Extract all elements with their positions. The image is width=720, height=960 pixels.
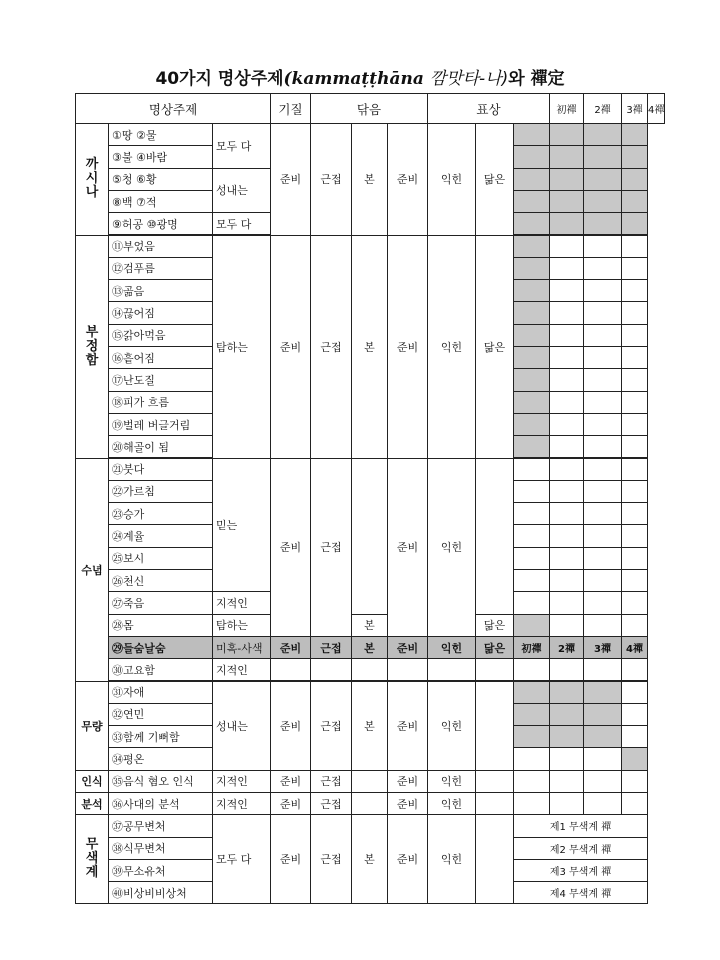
subject-9: ⑭끊어짐 — [108, 301, 213, 324]
stage-prep: 준비 — [270, 770, 311, 793]
jhana-cell — [583, 368, 622, 391]
jhana-cell — [621, 391, 648, 414]
jhana-cell — [549, 792, 584, 815]
foulness-stage-access: 근접 — [310, 235, 352, 459]
jhana-cell — [513, 747, 550, 770]
kasina-stage-prep: 준비 — [387, 123, 428, 236]
subject-35: ㊵비상비비상처 — [108, 881, 213, 904]
temperament-deluded: 미혹-사색 — [212, 636, 271, 659]
breath-stage-counterpart: 닮은 — [475, 636, 514, 659]
breath-jhana: 初禪 — [513, 636, 550, 659]
formless-stage-learned: 익힌 — [427, 814, 476, 904]
temperament-intellect: 지적인 — [212, 591, 271, 614]
jhana-cell — [583, 747, 622, 770]
jhana-cell — [583, 502, 622, 525]
jhana-cell — [549, 145, 584, 168]
jhana-cell — [621, 123, 648, 146]
subject-34: ㊴무소유처 — [108, 859, 213, 882]
jhana-cell — [513, 123, 550, 146]
jhana-cell — [583, 391, 622, 414]
jhana-cell — [583, 725, 622, 748]
subject-21: ㉖천신 — [108, 569, 213, 592]
foulness-stage-counterpart: 닮은 — [475, 235, 514, 459]
subject-8: ⑬곪음 — [108, 279, 213, 302]
jhana-cell — [621, 703, 648, 726]
jhana-cell — [549, 279, 584, 302]
jhana-cell — [621, 413, 648, 436]
jhana-cell — [513, 480, 550, 503]
foulness-stage-learned: 익힌 — [427, 235, 476, 459]
jhana-cell — [583, 591, 622, 614]
recollection-access: 근접 — [310, 458, 352, 637]
jhana-cell — [621, 235, 648, 258]
subject-29: ㉞평온 — [108, 747, 213, 770]
kasina-stage-learned: 익힌 — [427, 123, 476, 236]
recollection-counterpart-empty — [475, 458, 514, 615]
temperament-hate: 성내는 — [212, 681, 271, 771]
jhana-cell — [583, 346, 622, 369]
jhana-cell — [583, 792, 622, 815]
jhana-cell — [583, 123, 622, 146]
jhana-cell — [621, 725, 648, 748]
jhana-cell — [549, 212, 584, 235]
subject-11: ⑯흩어짐 — [108, 346, 213, 369]
formless-stage-prep: 준비 — [387, 814, 428, 904]
temperament-hate: 성내는 — [212, 168, 271, 214]
stage-learned: 익힌 — [427, 792, 476, 815]
temperament-all: 모두 다 — [212, 123, 271, 169]
formless-stage-access: 근접 — [310, 814, 352, 904]
jhana-cell — [583, 703, 622, 726]
subject-13: ⑱피가 흐름 — [108, 391, 213, 414]
jhana-cell — [549, 747, 584, 770]
group-label-formless: 무 색 계 — [75, 814, 109, 904]
subject-24: ㉙들숨날숨 — [108, 636, 213, 659]
header-jhana: 初禪 — [549, 93, 584, 124]
jhana-cell — [549, 368, 584, 391]
formless-jhana-1: 제1 무색계 禪 — [513, 814, 648, 837]
calm-empty — [310, 658, 352, 681]
jhana-cell — [513, 279, 550, 302]
jhana-cell — [513, 190, 550, 213]
stage-empty — [475, 770, 514, 793]
temperament-greed: 탐하는 — [212, 235, 271, 459]
recollection-prep-sign: 준비 — [387, 458, 428, 637]
formless-stage-absorption: 본 — [351, 814, 388, 904]
jhana-cell — [583, 145, 622, 168]
subject-33: ㊳식무변처 — [108, 837, 213, 860]
stage-prep: 준비 — [387, 770, 428, 793]
temperament-intellect: 지적인 — [212, 770, 271, 793]
jhana-cell — [621, 569, 648, 592]
jhana-cell — [621, 658, 648, 681]
jhana-cell — [583, 212, 622, 235]
jhana-cell — [621, 435, 648, 458]
jhana-cell — [513, 725, 550, 748]
stage-empty — [351, 770, 388, 793]
jhana-cell — [549, 614, 584, 637]
jhana-cell — [583, 480, 622, 503]
jhana-cell — [621, 480, 648, 503]
jhana-cell — [621, 324, 648, 347]
temperament-all: 모두 다 — [212, 814, 271, 904]
subject-20: ㉕보시 — [108, 547, 213, 570]
stage-empty — [475, 792, 514, 815]
jhana-cell — [621, 770, 648, 793]
header-jhana: 4禪 — [647, 93, 665, 124]
jhana-cell — [513, 792, 550, 815]
subject-30: ㉟음식 혐오 인식 — [108, 770, 213, 793]
jhana-cell — [583, 279, 622, 302]
jhana-cell — [583, 413, 622, 436]
breath-jhana: 3禪 — [583, 636, 622, 659]
calm-empty — [427, 658, 476, 681]
recollection-prep: 준비 — [270, 458, 311, 637]
subject-22: ㉗죽음 — [108, 591, 213, 614]
header-cultivation: 닦음 — [310, 93, 428, 124]
calm-empty — [475, 658, 514, 681]
jhana-cell — [549, 547, 584, 570]
subject-10: ⑮갉아먹음 — [108, 324, 213, 347]
breath-jhana: 2禪 — [549, 636, 584, 659]
jhana-cell — [513, 458, 550, 481]
calm-empty — [270, 658, 311, 681]
jhana-cell — [621, 257, 648, 280]
jhana-cell — [513, 547, 550, 570]
immeasurable-stage-learned: 익힌 — [427, 681, 476, 771]
header-jhana: 2禪 — [583, 93, 622, 124]
breath-stage-prep: 준비 — [270, 636, 311, 659]
subject-19: ㉔계율 — [108, 524, 213, 547]
immeasurable-stage-absorption: 본 — [351, 681, 388, 771]
jhana-cell — [621, 591, 648, 614]
jhana-cell — [513, 301, 550, 324]
jhana-cell — [583, 681, 622, 704]
jhana-cell — [513, 658, 550, 681]
immeasurable-stage-prep: 준비 — [387, 681, 428, 771]
jhana-cell — [513, 681, 550, 704]
jhana-cell — [549, 703, 584, 726]
subject-18: ㉓승가 — [108, 502, 213, 525]
jhana-cell — [549, 681, 584, 704]
recollection-learned: 익힌 — [427, 458, 476, 637]
jhana-cell — [621, 279, 648, 302]
jhana-cell — [513, 235, 550, 258]
subject-5: ⑨허공 ⑩광명 — [108, 212, 213, 235]
jhana-cell — [621, 458, 648, 481]
subject-17: ㉒가르침 — [108, 480, 213, 503]
kasina-stage-counterpart: 닮은 — [475, 123, 514, 236]
subject-28: ㉝함께 기뻐함 — [108, 725, 213, 748]
recollection-absorption-empty — [351, 458, 388, 615]
header-subject: 명상주제 — [75, 93, 271, 124]
jhana-cell — [549, 235, 584, 258]
temperament-all: 모두 다 — [212, 212, 271, 235]
group-label-analysis: 분석 — [75, 792, 109, 815]
calm-empty — [387, 658, 428, 681]
stage-prep: 준비 — [387, 792, 428, 815]
jhana-cell — [621, 792, 648, 815]
jhana-cell — [549, 480, 584, 503]
jhana-cell — [621, 368, 648, 391]
jhana-cell — [621, 614, 648, 637]
jhana-cell — [583, 658, 622, 681]
jhana-cell — [513, 346, 550, 369]
subject-7: ⑫검푸름 — [108, 257, 213, 280]
subject-3: ⑤청 ⑥황 — [108, 168, 213, 191]
jhana-cell — [621, 212, 648, 235]
subject-1: ①땅 ②물 — [108, 123, 213, 146]
jhana-cell — [549, 502, 584, 525]
subject-25: ㉚고요함 — [108, 658, 213, 681]
jhana-cell — [621, 524, 648, 547]
breath-stage-absorption: 본 — [351, 636, 388, 659]
formless-stage-empty — [475, 814, 514, 904]
subject-27: ㉜연민 — [108, 703, 213, 726]
jhana-cell — [549, 770, 584, 793]
jhana-cell — [513, 168, 550, 191]
jhana-cell — [549, 190, 584, 213]
jhana-cell — [621, 747, 648, 770]
jhana-cell — [583, 435, 622, 458]
calm-empty — [351, 658, 388, 681]
group-label-foulness: 부 정 함 — [75, 235, 109, 459]
breath-stage-prep: 준비 — [387, 636, 428, 659]
breath-stage-access: 근접 — [310, 636, 352, 659]
jhana-cell — [583, 168, 622, 191]
stage-empty — [351, 792, 388, 815]
subject-31: ㊱사대의 분석 — [108, 792, 213, 815]
stage-access: 근접 — [310, 792, 352, 815]
jhana-cell — [583, 547, 622, 570]
jhana-cell — [583, 301, 622, 324]
jhana-cell — [583, 569, 622, 592]
subject-6: ⑪부었음 — [108, 235, 213, 258]
jhana-cell — [513, 324, 550, 347]
subject-14: ⑲벌레 버글거림 — [108, 413, 213, 436]
temperament-faith: 믿는 — [212, 458, 271, 593]
temperament-greed: 탐하는 — [212, 614, 271, 637]
jhana-cell — [513, 591, 550, 614]
immeasurable-stage-prep: 준비 — [270, 681, 311, 771]
body-absorption: 본 — [351, 614, 388, 637]
meditation-subjects-table — [75, 93, 665, 902]
group-label-recollection: 수념 — [75, 458, 109, 682]
kasina-stage-prep: 준비 — [270, 123, 311, 236]
subject-32: ㊲공무변처 — [108, 814, 213, 837]
jhana-cell — [583, 190, 622, 213]
formless-stage-prep: 준비 — [270, 814, 311, 904]
jhana-cell — [583, 324, 622, 347]
foulness-stage-absorption: 본 — [351, 235, 388, 459]
subject-23: ㉘몸 — [108, 614, 213, 637]
stage-learned: 익힌 — [427, 770, 476, 793]
subject-2: ③불 ④바람 — [108, 145, 213, 168]
formless-jhana-4: 제4 무색계 禪 — [513, 881, 648, 904]
temperament-intellect: 지적인 — [212, 658, 271, 681]
jhana-cell — [583, 235, 622, 258]
jhana-cell — [549, 346, 584, 369]
jhana-cell — [549, 725, 584, 748]
jhana-cell — [549, 458, 584, 481]
temperament-intellect: 지적인 — [212, 792, 271, 815]
foulness-stage-prep: 준비 — [387, 235, 428, 459]
jhana-cell — [583, 524, 622, 547]
jhana-cell — [549, 569, 584, 592]
jhana-cell — [513, 569, 550, 592]
subject-4: ⑧백 ⑦적 — [108, 190, 213, 213]
jhana-cell — [513, 212, 550, 235]
subject-12: ⑰난도질 — [108, 368, 213, 391]
jhana-cell — [513, 368, 550, 391]
jhana-cell — [549, 123, 584, 146]
jhana-cell — [549, 324, 584, 347]
jhana-cell — [549, 658, 584, 681]
subject-16: ㉑붓다 — [108, 458, 213, 481]
jhana-cell — [621, 681, 648, 704]
breath-jhana: 4禪 — [621, 636, 648, 659]
jhana-cell — [583, 458, 622, 481]
jhana-cell — [549, 591, 584, 614]
jhana-cell — [513, 524, 550, 547]
immeasurable-stage-access: 근접 — [310, 681, 352, 771]
jhana-cell — [513, 257, 550, 280]
stage-access: 근접 — [310, 770, 352, 793]
jhana-cell — [621, 346, 648, 369]
foulness-stage-prep: 준비 — [270, 235, 311, 459]
jhana-cell — [621, 168, 648, 191]
jhana-cell — [549, 413, 584, 436]
jhana-cell — [513, 703, 550, 726]
stage-prep: 준비 — [270, 792, 311, 815]
jhana-cell — [513, 413, 550, 436]
body-counterpart: 닮은 — [475, 614, 514, 637]
jhana-cell — [549, 435, 584, 458]
breath-stage-learned: 익힌 — [427, 636, 476, 659]
jhana-cell — [549, 524, 584, 547]
subject-15: ⑳해골이 됨 — [108, 435, 213, 458]
jhana-cell — [513, 614, 550, 637]
group-label-immeasurable: 무량 — [75, 681, 109, 771]
immeasurable-stage-empty — [475, 681, 514, 771]
jhana-cell — [621, 190, 648, 213]
group-label-kasina: 까 시 나 — [75, 123, 109, 236]
jhana-cell — [621, 301, 648, 324]
kasina-stage-access: 근접 — [310, 123, 352, 236]
kasina-stage-absorption: 본 — [351, 123, 388, 236]
header-jhana: 3禪 — [621, 93, 648, 124]
group-label-perception: 인식 — [75, 770, 109, 793]
jhana-cell — [513, 145, 550, 168]
jhana-cell — [583, 614, 622, 637]
jhana-cell — [549, 257, 584, 280]
formless-jhana-3: 제3 무색계 禪 — [513, 859, 648, 882]
header-sign: 표상 — [427, 93, 550, 124]
jhana-cell — [583, 257, 622, 280]
jhana-cell — [513, 770, 550, 793]
formless-jhana-2: 제2 무색계 禪 — [513, 837, 648, 860]
jhana-cell — [583, 770, 622, 793]
jhana-cell — [549, 391, 584, 414]
jhana-cell — [621, 547, 648, 570]
header-temperament: 기질 — [270, 93, 311, 124]
jhana-cell — [549, 168, 584, 191]
jhana-cell — [549, 301, 584, 324]
jhana-cell — [513, 391, 550, 414]
jhana-cell — [621, 145, 648, 168]
subject-26: ㉛자애 — [108, 681, 213, 704]
jhana-cell — [513, 435, 550, 458]
jhana-cell — [513, 502, 550, 525]
jhana-cell — [621, 502, 648, 525]
page-title: 40가지 명상주제(kammaṭṭhāna 깜맛타-나)와 禪定 — [155, 69, 565, 89]
